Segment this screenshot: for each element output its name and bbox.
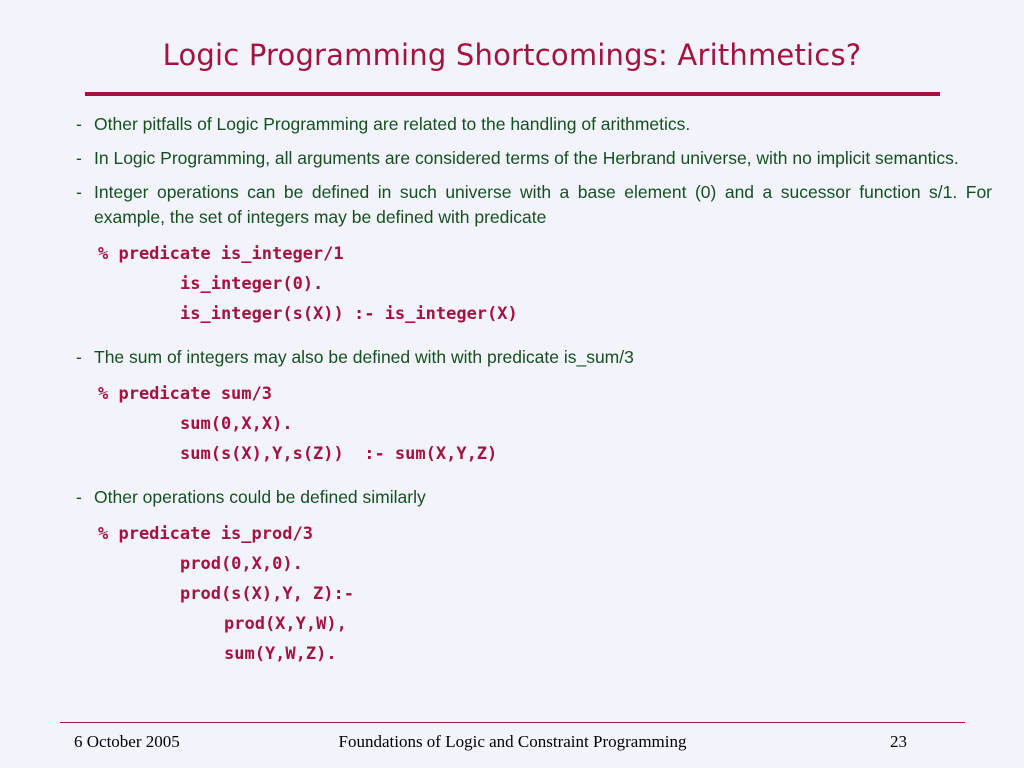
code-line: prod(X,Y,W), [224,614,347,634]
bullet-item: - Integer operations can be defined in such universe with a base element (0) and a sucessor function s/1. For example, the set of integers may be defined with predicate [72,180,992,230]
code-line: is_integer(0). [180,274,324,294]
footer-page-number: 23 [890,732,907,751]
code-line: % predicate sum/3 [98,384,272,404]
code-line: % predicate is_prod/3 [98,524,313,544]
title-divider [85,92,940,96]
code-line: prod(0,X,0). [180,554,303,574]
code-line: sum(0,X,X). [180,414,293,434]
footer-date: 6 October 2005 [74,732,180,751]
bullet-item: - The sum of integers may also be defined with with predicate is_sum/3 [72,345,992,370]
page-title: Logic Programming Shortcomings: Arithmetics? [162,38,862,72]
footer [60,732,965,758]
code-line: is_integer(s(X)) :- is_integer(X) [180,304,518,324]
code-line: sum(s(X),Y,s(Z)) :- sum(X,Y,Z) [180,444,498,464]
footer-divider [60,722,965,723]
slide-body [72,112,992,669]
bullet-item: - In Logic Programming, all arguments are considered terms of the Herbrand universe, with no implicit semantics. [72,146,992,171]
bullet-item: - Other pitfalls of Logic Programming are related to the handling of arithmetics. [72,112,992,137]
spacer [72,469,992,485]
spacer [72,329,992,345]
code-line: % predicate is_integer/1 [98,244,344,264]
bullet-item: - Other operations could be defined similarly [72,485,992,510]
code-line: prod(s(X),Y, Z):- [180,584,354,604]
footer-title: Foundations of Logic and Constraint Programming [338,732,687,751]
code-line: sum(Y,W,Z). [224,644,337,664]
